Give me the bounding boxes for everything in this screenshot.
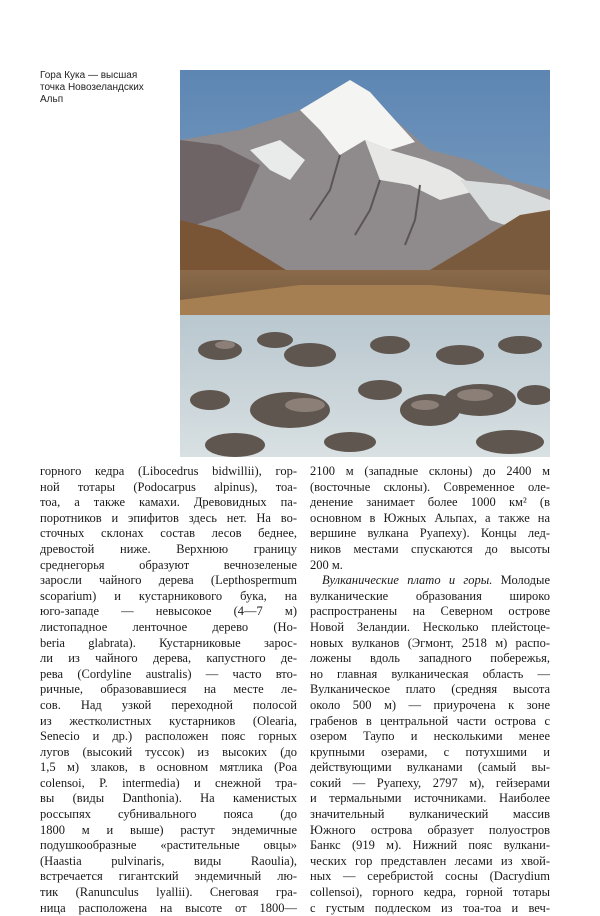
text-line: Банкс (919 м). Нижний пояс вулкани- [310,838,550,853]
section-first-line [310,573,550,589]
text-line: горного кедра (Libocedrus bidwillii), гор- [40,464,297,478]
text-line: распространены на Северном острове [310,604,550,619]
text-line: рева (Cordyline australis) — часто вто- [40,666,297,681]
text-line: россыпях субнивального пояса (до [40,807,297,822]
text-line: collensoi), горного кедра, горной тотары [310,885,550,900]
section-heading: Вулканические плато и горы. [322,573,493,588]
text-line: 200 м. [310,557,343,572]
text-line: тоа, а также камахи. Древовидных па- [40,495,297,510]
text-line: озером Таупо и несколькими менее [310,729,550,744]
mountain-landscape-illustration [180,70,550,457]
text-line: встречается гигантский эндемичный лю- [40,869,297,884]
text-line: Южного острова образует полуостров [310,822,550,837]
mount-cook-photo [180,70,550,457]
text-line: из жестколистных кустарников (Olearia, [40,713,297,728]
text-line: значительный вулканический массив [310,807,550,822]
text-line: древостой ниже. Верхнюю границу [40,541,297,556]
text-line: scoparium) и кустарникового бука, на [40,588,297,603]
text-line: и термальными источниками. Наиболее [310,791,550,806]
text-line: вулканические образования широко [310,588,550,603]
text-line: Вулканическое плато (средняя высота [310,682,550,697]
text-line: сточных склонах состав лесов беднее, [40,526,297,541]
text-line: с густым подлеском из тоа-тоа и веч- [310,900,550,915]
text-line: 1,5 м) злаков, в основном мятлика (Poa [40,760,297,775]
text-line: ли из чайного дерева, капустного де- [40,651,297,666]
text-line: 2100 м (западные склоны) до 2400 м [310,464,550,478]
photo-caption [40,70,172,106]
text-column-left [40,464,297,916]
text-line: денение занимает более 1000 км² (в [310,495,550,510]
text-line: 1800 м и выше) растут эндемичные [40,822,297,837]
caption-line: Альп [40,94,64,105]
text-line: но главная вулканическая область — [310,666,550,681]
text-line: подушкообразные «растительные овцы» [40,838,297,853]
section-first-line-rest: Молодые [492,573,550,588]
text-line: грабенов в центральной части острова с [310,713,550,728]
caption-line: точка Новозеландских [40,82,144,93]
text-line: лугов (высокий туссок) из высоких (до [40,744,297,759]
text-line: (восточные склоны). Современное оле- [310,479,550,494]
text-line: среднегорья образуют вечнозеленые [40,557,297,572]
text-line: (Haastia pulvinaris, виды Raoulia), [40,853,297,868]
text-line: юго-западе — невысокое (4—7 м) [40,604,297,619]
text-line: Новой Зеландии. Несколько плейстоце- [310,619,550,634]
text-line: сов. Над узкой переходной полосой [40,697,297,712]
text-line: около 500 м) — приурочена к зоне [310,697,550,712]
caption-line: Гора Кука — высшая [40,70,138,81]
text-line: поротников и эпифитов здесь нет. На во- [40,510,297,525]
text-line: Senecio и др.) расположен пояс горных [40,729,297,744]
text-line: крупными озерами, с потухшими и [310,744,550,759]
text-line: colensoi, P. intermedia) и снежной тра- [40,775,297,790]
text-line: ческих гор представлен лесами из хвой- [310,853,550,868]
text-line: вы (виды Danthonia). На каменистых [40,791,297,806]
text-line: новых вулканов (Эгмонт, 2518 м) распо- [310,635,550,650]
text-line: тик (Ranunculus lyallii). Снеговая гра- [40,885,297,900]
text-line: ной тотары (Podocarpus alpinus), тоа- [40,479,297,494]
text-line: действующими вулканами (самый вы- [310,760,550,775]
text-line: ников местами спускаются до высоты [310,541,550,556]
text-line: основном в Южных Альпах, а также на [310,510,550,525]
text-line: ложены вдоль западного побережья, [310,651,550,666]
text-line: вершине вулкана Руапеху). Концы лед- [310,526,550,541]
text-line: листопадное ленточное дерево (Ho- [40,619,297,634]
text-line: beria glabrata). Кустарниковые зарос- [40,635,297,650]
text-column-right [310,464,550,916]
text-line: ричные, образовавшиеся на месте ле- [40,682,297,697]
text-line: заросли чайного дерева (Lepthospermum [40,573,297,588]
text-line: ница расположена на высоте от 1800— [40,900,297,915]
text-line: сокий — Руапеху, 2797 м), гейзерами [310,775,550,790]
text-line: ных — серебристой сосны (Dacrydium [310,869,550,884]
